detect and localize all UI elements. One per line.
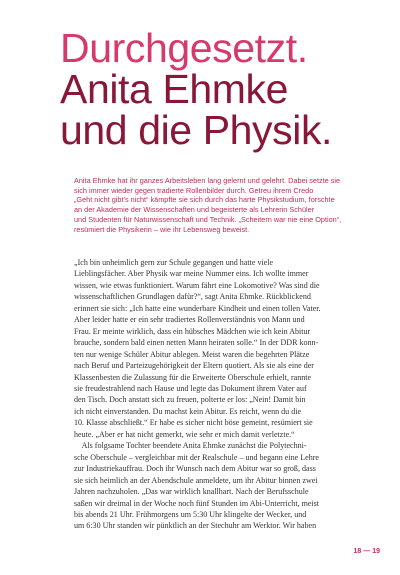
body-line: wissen, wie etwas funktioniert. Warum fährt eine Lokomotive? Was sind die: [74, 280, 320, 290]
article-lead: [74, 176, 386, 234]
lead-line: und Studenten für Naturwissenschaft und Technik. „Scheitern war nie eine Option“,: [74, 214, 342, 224]
body-line: Klassenbesten die Zulassung für die Erweiterte Oberschule erhielt, rannte: [74, 372, 312, 382]
lead-line: resümiert die Physikerin – wie ihr Lebensweg beweist.: [74, 224, 250, 234]
title-headline-line-2: und die Physik.: [60, 107, 333, 153]
body-line: Aber leider hatte er ein sehr tradiertes Rollenverständnis von Mann und: [74, 315, 305, 325]
title-kicker: Durchgesetzt.: [60, 25, 308, 71]
body-line: sie freudestrahlend nach Hause und legte das Dokument ihrem Vater auf: [74, 383, 307, 393]
article-title: [60, 25, 380, 153]
lead-line: „Geht nicht gibt’s nicht“ kämpfte sie sich durch das harte Physikstudium, forschte: [74, 195, 335, 205]
body-line: Frau. Er meinte wirklich, dass ein hübsches Mädchen wie ich kein Abitur: [74, 326, 311, 336]
body-line: 10. Klasse abschließt.“ Er habe es sicher nicht böse gemeint, resümiert sie: [74, 418, 313, 428]
body-line: den Tisch. Doch anstatt sich zu freuen, polterte er los: „Nein! Damit bin: [74, 395, 306, 405]
body-line: ich nicht einverstanden. Du machst kein Abitur. Es reicht, wenn du die: [74, 406, 302, 416]
body-line: zur Industriekauffrau. Doch ihr Wunsch nach dem Abitur war so groß, dass: [74, 464, 316, 474]
body-line: um 6:30 Uhr standen wir pünktlich an der Stechuhr am Werktor. Wir haben: [74, 521, 317, 531]
body-line: heute. „Aber er hat nicht gemerkt, wie sehr er mich damit verletzte.“: [74, 429, 295, 439]
title-headline-line-1: Anita Ehmke: [60, 66, 289, 112]
body-line: saßen wir dreimal in der Woche noch fünf Stunden im Abi-Unterricht, meist: [74, 498, 320, 508]
lead-line: Anita Ehmke hat ihr ganzes Arbeitsleben lang gelernt und gelehrt. Dabei setzte sie: [74, 176, 341, 185]
lead-line: sich immer wieder gegen tradierte Rollenbilder durch. Getreu ihrem Credo: [74, 185, 314, 195]
body-line: nach Beruf und Parteizugehörigkeit der Eltern quotiert. Als sie als eine der: [74, 361, 314, 371]
body-line: Lieblingsfächer. Aber Physik war meine Nummer eins. Ich wollte immer: [74, 269, 309, 279]
body-line: wissenschaftlichen Grundlagen dafür?“, sagt Anita Ehmke. Rückblickend: [74, 292, 311, 302]
body-line: Als folgsame Tochter beendete Anita Ehmke zunächst die Polytechni-: [74, 441, 307, 451]
body-line: Jahren nachzuholen. „Das war wirklich knallhart. Nach der Berufsschule: [74, 487, 309, 497]
article-body: [74, 257, 386, 532]
lead-line: an der Akademie der Wissenschaften und begeisterte als Lehrerin Schüler: [74, 205, 315, 215]
body-line: brauche, sondern bald einen netten Mann heiraten solle.“ In der DDR konn-: [74, 338, 319, 348]
body-line: erinnert sie sich: „Ich hatte eine wunderbare Kindheit und einen tollen Vater.: [74, 303, 321, 313]
body-line: sche Oberschule – vergleichbar mit der Realschule – und begann eine Lehre: [74, 452, 319, 462]
body-line: ten nur wenige Schüler Abitur ablegen. Meist waren die begehrten Plätze: [74, 349, 310, 359]
body-line: sie sich heimlich an der Abendschule anmeldete, um ihr Abitur binnen zwei: [74, 475, 318, 485]
page-numbers: 18 — 19: [353, 548, 380, 555]
body-line: „Ich bin unheimlich gern zur Schule gegangen und hatte viele: [74, 258, 274, 267]
body-line: bis abends 21 Uhr. Frühmorgens um 5:30 Uhr klingelte der Wecker, und: [74, 509, 307, 519]
